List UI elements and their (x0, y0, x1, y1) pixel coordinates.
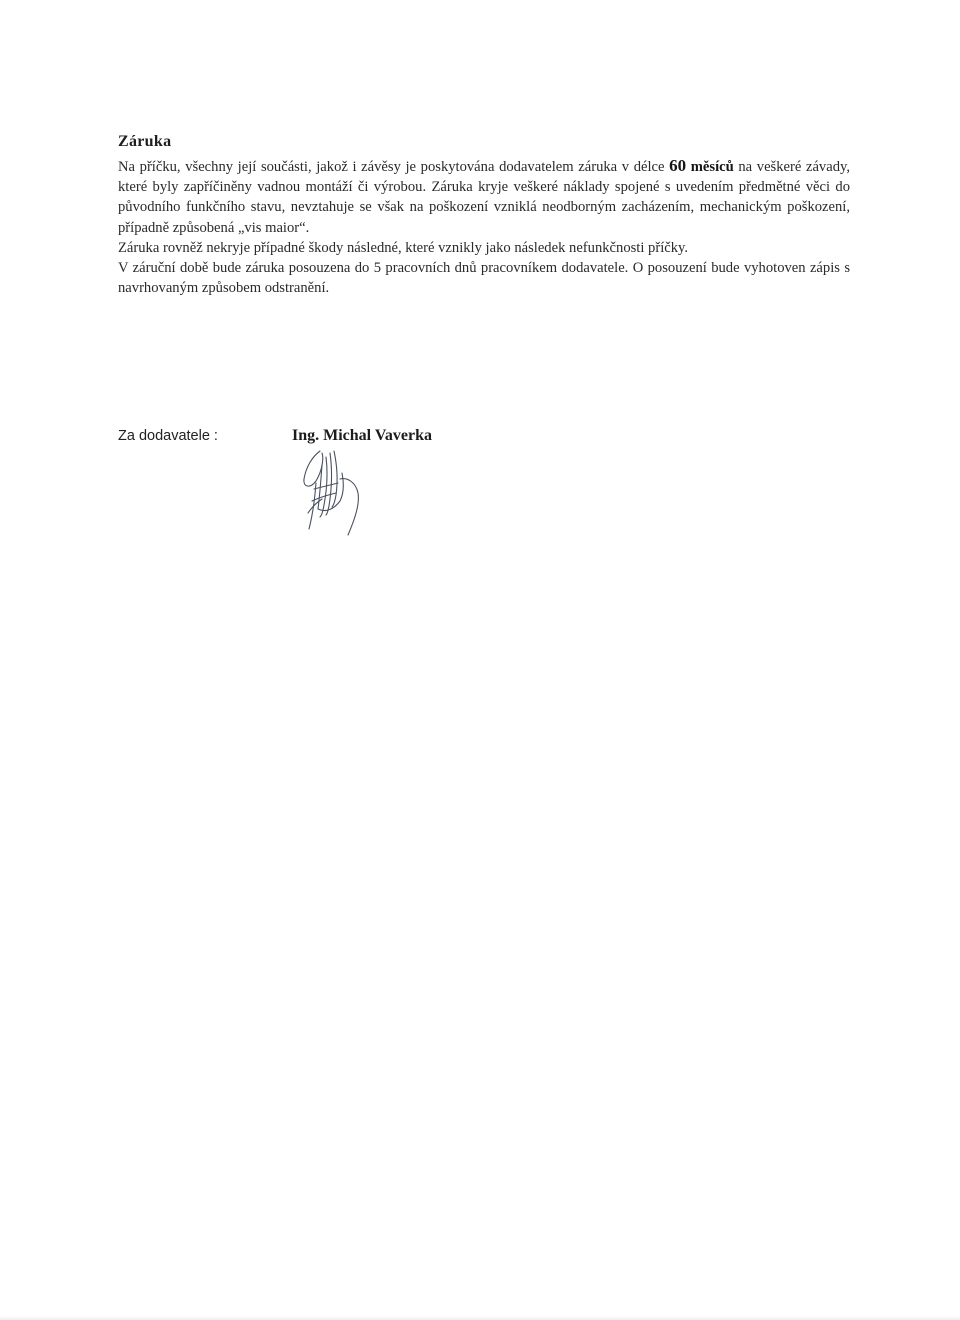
paragraph-consequential-damage: Záruka rovněž nekryje případné škody následné, které vznikly jako následek nefunkčnosti příčky. (118, 239, 689, 256)
paragraph-warranty-scope-rest: na veškeré závady, které byly zapříčiněny vadnou montáží či výrobou. Záruka kryje veškeré náklady spojené s uvedením předmětné věci do původního funkčního stavu, nevztahuje se však na poškození vzniklá neodborným zacházením, mechanickým poškození, případně způsobená „vis maior“. (118, 159, 850, 236)
supplier-label: Za dodavatele : (118, 428, 218, 444)
paragraph-warranty-scope (118, 156, 850, 238)
warranty-months-number: 60 (669, 156, 687, 175)
warranty-text (118, 156, 850, 298)
paragraph-warranty-scope-lead: Na příčku, všechny její součásti, jakož i závěsy je poskytována dodavatelem záruka v délce (118, 159, 670, 175)
section-heading: Záruka (118, 133, 172, 150)
page-bottom-edge (0, 1316, 960, 1320)
paragraph-assessment: V záruční době bude záruka posouzena do 5 pracovních dnů pracovníkem dodavatele. O posouzení bude vyhotoven zápis s navrhovaným způsobem odstranění. (118, 260, 850, 297)
warranty-months-word: měsíců (690, 159, 734, 175)
signatory-name: Ing. Michal Vaverka (292, 427, 433, 444)
handwritten-signature (282, 443, 372, 543)
